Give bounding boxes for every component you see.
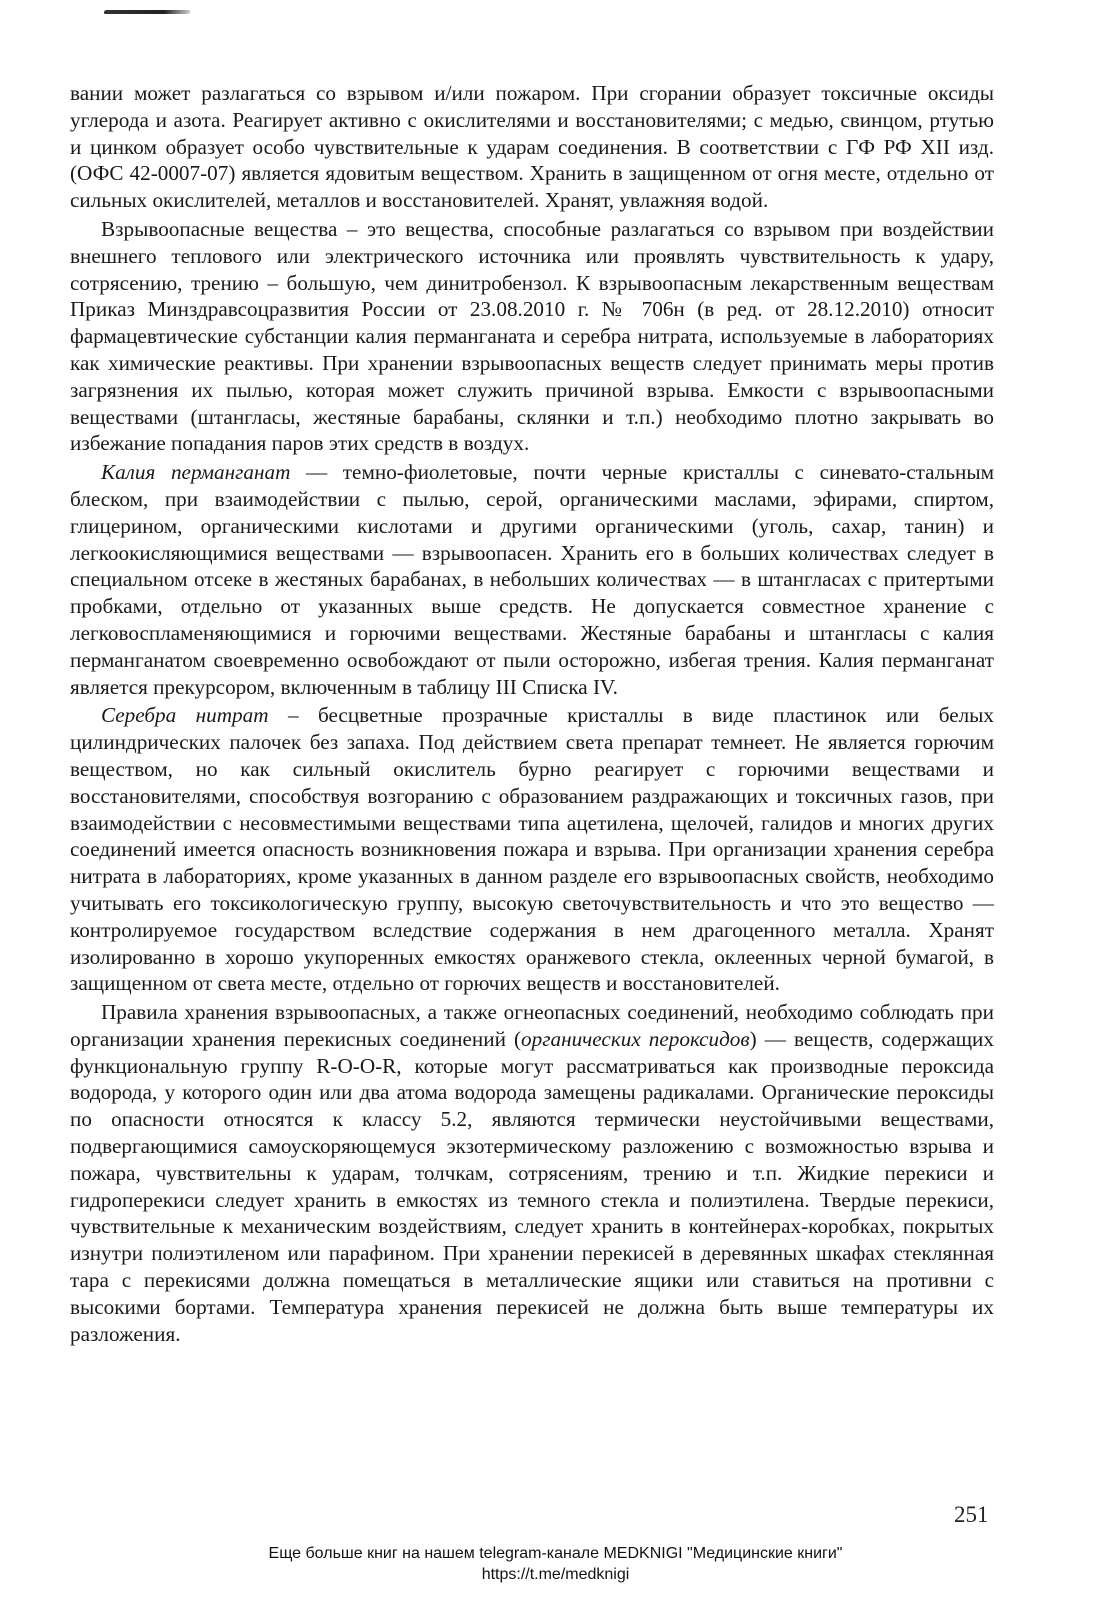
paragraph-silver-nitrate-text: – бесцветные прозрачные кристаллы в виде пластинок или белых цилиндрических палочек без запаха. Под действием света препарат темнеет. Не является горючим веществом, но как сильный окислитель бурно реагирует с горючими веществами и восстановителями, способствуя возгоранию с образованием раздражающих и токсичных газов, при взаимодействии с несовместимыми веществами типа ацетилена, щелочей, галидов и многих других соединений имеется опасность возникновения пожара и взрыва. При организации хранения серебра нитрата в лабораториях, кроме указанных в данном разделе его взрывоопасных свойств, необходимо учитывать его токсикологическую группу, высокую светочувствительность и что это вещество — контролируемое государством вследствие содержания в нем драгоценного металла. Хранят изолированно в хорошо укупоренных емкостях оранжевого стекла, оклеенных черной бумагой, в защищенном от света месте, отдельно от горючих веществ и восстановителей. bbox=[70, 703, 994, 996]
scan-mark bbox=[103, 10, 190, 14]
paragraph-potassium-permanganate bbox=[70, 459, 994, 700]
footer-link[interactable]: https://t.me/medknigi bbox=[481, 1566, 630, 1583]
paragraph-peroxides bbox=[70, 999, 994, 1347]
paragraph-peroxides-text-before: Правила хранения взрывоопасных, а также огнеопасных соединений, необходимо соблюдать при организации хранения перекисных соединений ( bbox=[70, 1000, 994, 1051]
paragraph-potassium-permanganate-text: — темно-фиолетовые, почти черные кристаллы с синевато-стальным блеском, при взаимодействии с пылью, серой, органическими маслами, эфирами, спиртом, глицерином, органическими кислотами и другими органическими (уголь, сахар, танин) и легкоокисляющимися веществами — взрывоопасен. Хранить его в больших количествах следует в специальном отсеке в жестяных барабанах, в небольших количествах — в штангласах с притертыми пробками, отдельно от указанных выше средств. Не допускается совместное хранение с легковоспламеняющимися и горючими веществами. Жестяные барабаны и штангласы с калия перманганатом своевременно освобождают от пыли осторожно, избегая трения. Калия перманганат является прекурсором, включенным в таблицу III Списка IV. bbox=[70, 460, 994, 699]
paragraph-peroxides-text-after: ) — веществ, содержащих функциональную группу R-O-O-R, которые могут рассматриваться как производные пероксида водорода, у которого один или два атома водорода замещены радикалами. Органические пероксиды по опасности относятся к классу 5.2, являются термически неустойчивыми веществами, подвергающимися самоускоряющемуся экзотермическому разложению с возможностью взрыва и пожара, чувствительны к ударам, толчкам, сотрясениям, трению и т.п. Жидкие перекиси и гидроперекиси следует хранить в емкостях из темного стекла и полиэтилена. Твердые перекиси, чувствительные к механическим воздействиям, следует хранить в контейнерах-коробках, покрытых изнутри полиэтиленом или парафином. При хранении перекисей в деревянных шкафах стеклянная тара с перекисями должна помещаться в металлические ящики или ставиться на противни с высокими бортами. Температура хранения перекисей не должна быть выше температуры их разложения. bbox=[70, 1026, 994, 1346]
page-number: 251 bbox=[954, 1502, 989, 1527]
paragraph-continuation: вании может разлагаться со взрывом и/или пожаром. При сгорании образует токсичные оксиды углерода и азота. Реагирует активно с окислителями и восстановителями; с медью, свинцом, ртутью и цинком образует особо чувствительные к ударам соединения. В соответствии с ГФ РФ XII изд. (ОФС 42-0007-07) является ядовитым веществом. Хранить в защищенном от огня месте, отдельно от сильных окислителей, металлов и восстановителей. Хранят, увлажняя водой. bbox=[70, 81, 994, 213]
term-silver-nitrate: Серебра нитрат bbox=[101, 703, 269, 728]
term-organic-peroxides: органических пероксидов bbox=[521, 1026, 750, 1051]
page-body bbox=[70, 80, 994, 1347]
term-potassium-permanganate: Калия перманганат bbox=[101, 460, 291, 485]
footer-promo-text: Еще больше книг на нашем telegram-канале MEDKNIGI "Медицинские книги" bbox=[268, 1545, 843, 1562]
paragraph-explosive-substances: Взрывоопасные вещества – это вещества, способные разлагаться со взрывом при воздействии внешнего теплового или электрического источника или проявлять чувствительность к удару, сотрясению, трению – большую, чем динитробензол. К взрывоопасным лекарственным веществам Приказ Минздравсоцразвития России от 23.08.2010 г. № 706н (в ред. от 28.12.2010) относит фармацевтические субстанции калия перманганата и серебра нитрата, используемые в лабораториях как химические реактивы. При хранении взрывоопасных веществ следует принимать меры против загрязнения их пылью, которая может служить причиной взрыва. Емкости с взрывоопасными веществами (штангласы, жестяные барабаны, склянки и т.п.) необходимо плотно закрывать во избежание попадания паров этих средств в воздух. bbox=[70, 216, 994, 456]
paragraph-silver-nitrate bbox=[70, 702, 994, 997]
